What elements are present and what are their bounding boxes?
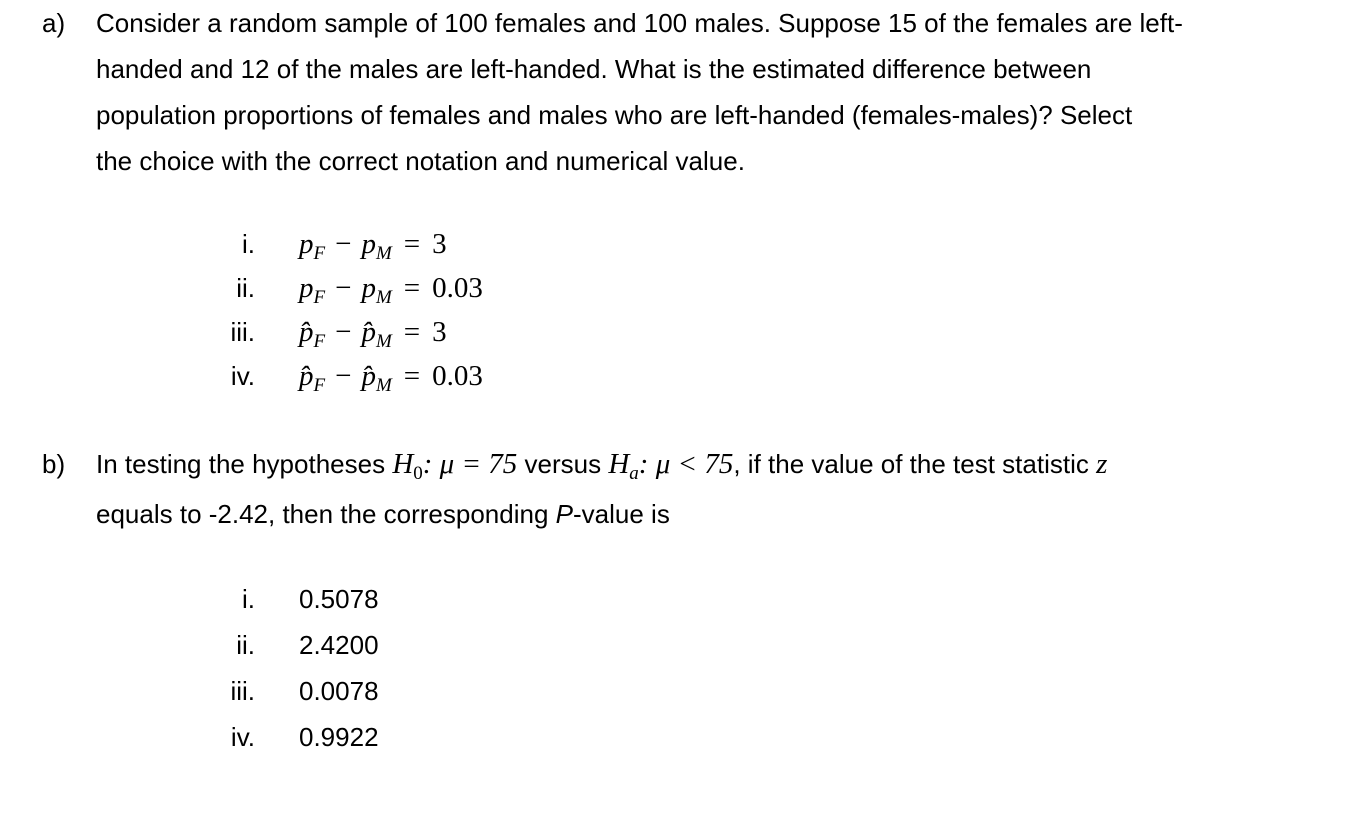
option-a-ii[interactable]: [203, 266, 723, 310]
ha-symbol: H: [608, 448, 630, 480]
option-a-iii[interactable]: [203, 310, 723, 354]
question-a-line-4: the choice with the correct notation and numerical value.: [96, 146, 745, 176]
question-a-marker: a): [42, 8, 66, 38]
option-b-iii[interactable]: [203, 668, 723, 714]
option-a-i[interactable]: [203, 222, 723, 266]
question-b-line-1: In testing the hypotheses $H_0$: μ = 75 versus $H_a$: μ < 75, if the value of the test statistic z: [96, 448, 1108, 484]
z-symbol: z: [1096, 448, 1108, 480]
option-value: 0.0078: [299, 676, 379, 706]
question-a-line-3: population proportions of females and males who are left-handed (females-males)? Select: [96, 100, 1133, 130]
option-expression: $p_F - p_M = 0.03$: [299, 272, 483, 308]
option-expression: $p_F - p_M = 3$: [299, 228, 447, 264]
option-value: 0.9922: [299, 722, 379, 752]
option-b-i[interactable]: [203, 576, 723, 622]
question-a-line-2: handed and 12 of the males are left-handed. What is the estimated difference between: [96, 54, 1092, 84]
option-expression: $p̂_F$ − $p̂_M = 3$: [299, 316, 447, 352]
question-a-text: [96, 0, 1326, 184]
h0-symbol: H: [392, 448, 414, 480]
option-value: 2.4200: [299, 630, 379, 660]
option-expression: $p̂_F$ − $p̂_M = 0.03$: [299, 360, 483, 396]
option-label: i.: [242, 229, 255, 259]
option-a-iv[interactable]: [203, 354, 723, 398]
option-label: iv.: [230, 722, 255, 752]
question-b-text: [96, 441, 1326, 537]
option-label: i.: [242, 584, 255, 614]
option-label: iii.: [230, 317, 255, 347]
option-value: 0.5078: [299, 584, 379, 614]
option-b-iv[interactable]: [203, 714, 723, 760]
option-b-ii[interactable]: [203, 622, 723, 668]
question-b-marker: b): [42, 449, 66, 479]
option-label: iii.: [230, 676, 255, 706]
option-label: ii.: [236, 273, 255, 303]
option-label: iv.: [230, 361, 255, 391]
question-b-line-2: equals to -2.42, then the corresponding P-value is: [96, 499, 670, 529]
option-label: ii.: [236, 630, 255, 660]
question-a-line-1: Consider a random sample of 100 females and 100 males. Suppose 15 of the females are left-: [96, 8, 1183, 38]
